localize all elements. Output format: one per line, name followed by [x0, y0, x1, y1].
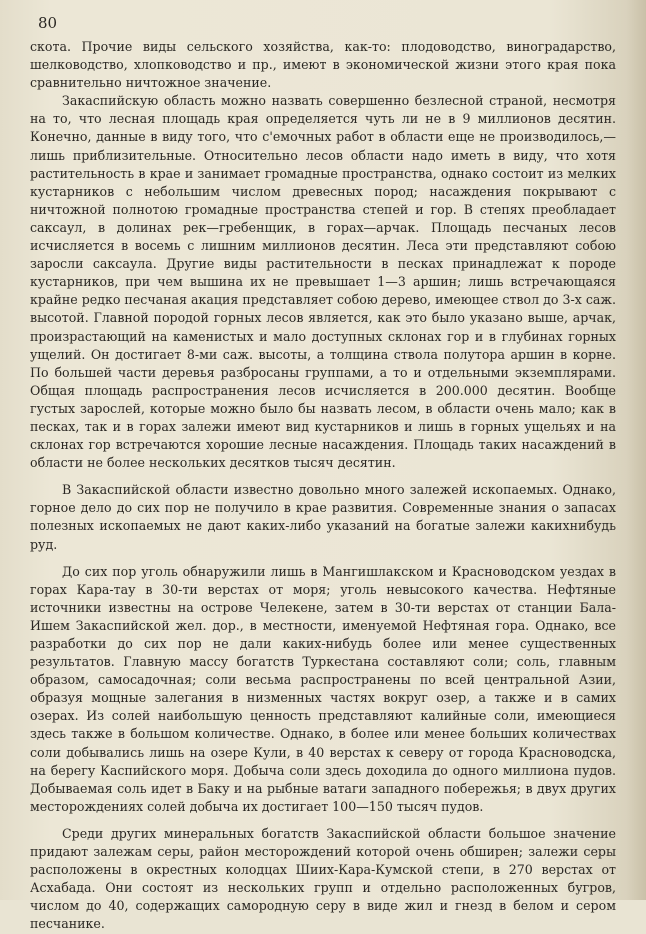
page-number: 80	[38, 14, 58, 32]
body-text	[30, 38, 616, 934]
paragraph-minerals-intro: В Закаспийской области известно довольно много залежей ископаемых. Однако, горное дело до сих пор не получило в крае развития. Современные знания о запасах полезных ископаемых не дают каких-либо указаний на богатые залежи какихнибудь руд.	[30, 482, 616, 552]
paragraph-forests: Закаспийскую область можно назвать совершенно безлесной страной, несмотря на то, что лесная площадь края определяется чуть ли не в 9 миллионов десятин. Конечно, данные в виду того, что с'емочных работ в области еще не производилось,— лишь приблизительные. Относительно лесов области надо иметь в виду, что хотя растительность в крае и занимает громадные пространства, однако состоит из мелких кустарников с небольшим числом древесных пород; насаждения покрывают с ничтожной полнотою громадные пространства степей и гор. В степях преобладает саксаул, в долинах рек—гребенщик, в горах—арчак. Площадь песчаных лесов исчисляется в восемь с лишним миллионов десятин. Леса эти представляют собою заросли саксаула. Другие виды растительности в песках принадлежат к породе кустарников, при чем вышина их не превышает 1—3 аршин; лишь встречающаяся крайне редко песчаная акация представляет собою дерево, имеющее ствол до 3-х саж. высотой. Главной породой горных лесов является, как это было указано выше, арчак, произрастающий на каменистых и мало доступных склонах гор и в глубинах горных ущелий. Он достигает 8-ми саж. высоты, а толщина ствола полутора аршин в корне. По большей части деревья разбросаны группами, а то и отдельными экземплярами. Общая площадь распространения лесов исчисляется в 200.000 десятин. Вообще густых зарослей, которые можно было бы назвать лесом, в области очень мало; как в песках, так и в горах залежи имеют вид кустарников и лишь в горных ущельях и на склонах гор встречаются хорошие лесные насаждения. Площадь таких насаждений в области не более нескольких десятков тысяч десятин.	[30, 93, 616, 471]
paragraph-sulfur: Среди других минеральных богатств Закаспийской области большое значение придают залежам серы, район месторождений которой очень обширен; залежи серы расположены в окрестных колодцах Шиих-Кара-Кумской степи, в 270 верстах от Асхабада. Они состоят из нескольких групп и отдельно расположенных бугров, числом до 40, содержащих самородную серу в виде жил и гнезд в белом и сером песчанике.	[30, 825, 616, 932]
paragraph-coal-oil-salt: До сих пор уголь обнаружили лишь в Мангишлакском и Красноводском уездах в горах Кара-тау в 30-ти верстах от моря; уголь невысокого качества. Нефтяные источники известны на острове Челекене, затем в 30-ти верстах от станции Бала-Ишем Закаспийской жел. дор., в местности, именуемой Нефтяная гора. Однако, все разработки до сих пор не дали каких-нибудь более или менее существенных результатов. Главную массу богатств Туркестана составляют соли; соль, главным образом, самосадочная; соли весьма распространены по всей центральной Азии, образуя мощные залегания в низменных частях вокруг озер, а также и в самих озерах. Из солей наибольшую ценность представляют калийные соли, имеющиеся здесь также в большом количестве. Однако, в более или менее больших количествах соли добывались лишь на озере Кули, в 40 верстах к северу от города Красноводска, на берегу Каспийского моря. Добыча соли здесь доходила до одного миллиона пудов. Добываемая соль идет в Баку и на рыбные ватаги западного побережья; в двух других месторождениях солей добыча их достигает 100—150 тысяч пудов.	[30, 563, 616, 814]
paragraph-agriculture: скота. Прочие виды сельского хозяйства, как-то: плодоводство, виноградарство, шелководство, хлопководство и пр., имеют в экономической жизни этого края пока сравнительно ничтожное значение.	[30, 39, 616, 91]
